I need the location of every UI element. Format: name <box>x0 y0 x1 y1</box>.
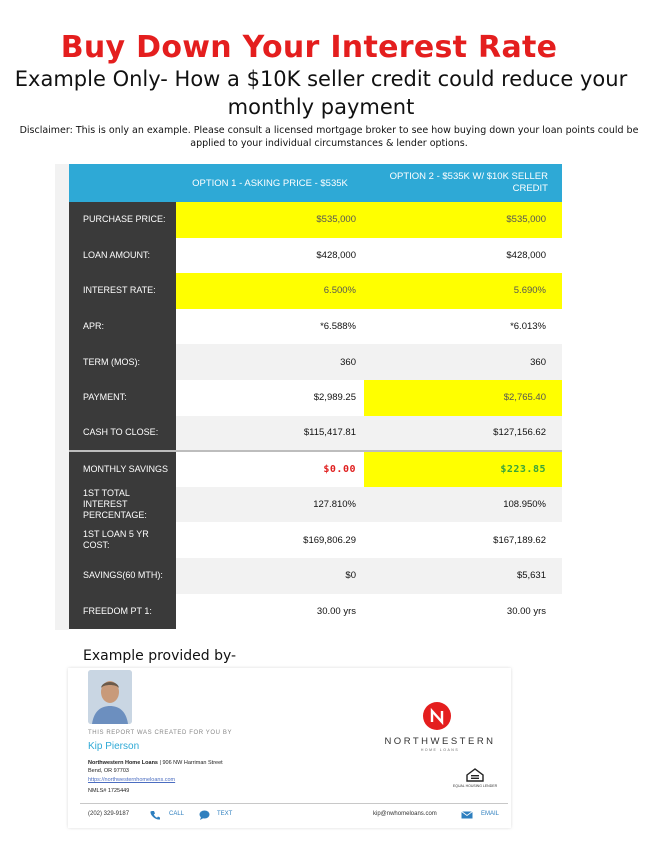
option2-value: $127,156.62 <box>364 416 562 452</box>
table-row-monthly-savings <box>69 451 562 487</box>
table-row-freedom <box>69 594 562 630</box>
email-address: kip@nwhomeloans.com <box>373 811 437 817</box>
table-row-5yr-cost <box>69 522 562 558</box>
row-label: 1ST LOAN 5 YR COST: <box>69 522 176 558</box>
option2-value: $2,765.40 <box>364 380 562 416</box>
company-address: | 906 NW Harriman Street <box>159 760 223 766</box>
table-corner-cell <box>69 164 176 202</box>
company-line <box>88 760 223 766</box>
option2-value: 30.00 yrs <box>364 594 562 630</box>
savings-value-positive: $223.85 <box>500 463 546 475</box>
row-label: FREEDOM PT 1: <box>69 594 176 630</box>
page-subtitle: Example Only- How a $10K seller credit could reduce your monthly payment <box>14 67 628 119</box>
disclaimer-text: Disclaimer: This is only an example. Please consult a licensed mortgage broker to see how buying down your loan points could be applied to your individual circumstances & lender options. <box>19 125 639 149</box>
option2-value: $428,000 <box>364 238 562 274</box>
option1-value: $0 <box>176 558 364 594</box>
row-label: MONTHLY SAVINGS <box>69 451 176 487</box>
email-icon[interactable] <box>461 811 473 819</box>
brand-name: NORTHWESTERN <box>384 736 496 747</box>
agent-portrait-icon <box>88 670 132 724</box>
row-label: PURCHASE PRICE: <box>69 202 176 238</box>
row-label: APR: <box>69 309 176 345</box>
table-row-term <box>69 344 562 380</box>
table-row-apr <box>69 309 562 345</box>
provided-by-label: Example provided by- <box>83 648 237 664</box>
option2-value: $167,189.62 <box>364 522 562 558</box>
brand-logo-icon <box>423 702 451 730</box>
row-label: PAYMENT: <box>69 380 176 416</box>
option1-value: *6.588% <box>176 309 364 345</box>
page-title: Buy Down Your Interest Rate <box>60 30 558 65</box>
option1-value: 127.810% <box>176 487 364 523</box>
savings-value-zero: $0.00 <box>323 463 356 475</box>
table-row-purchase-price <box>69 202 562 238</box>
option1-value: $115,417.81 <box>176 416 364 452</box>
option1-value: 30.00 yrs <box>176 594 364 630</box>
row-label: TERM (MOS): <box>69 344 176 380</box>
agent-card <box>68 668 511 828</box>
option2-value: $535,000 <box>364 202 562 238</box>
report-created-label: THIS REPORT WAS CREATED FOR YOU BY <box>88 730 233 736</box>
agent-name: Kip Pierson <box>88 741 140 752</box>
row-label: INTEREST RATE: <box>69 273 176 309</box>
option2-header: OPTION 2 - $535K W/ $10K SELLER CREDIT <box>364 164 562 202</box>
table-row-loan-amount <box>69 238 562 274</box>
row-label: CASH TO CLOSE: <box>69 416 176 452</box>
table-row-interest-rate <box>69 273 562 309</box>
option1-value: $428,000 <box>176 238 364 274</box>
equal-housing-icon <box>466 768 484 782</box>
option1-value: $2,989.25 <box>176 380 364 416</box>
table-row-savings-60 <box>69 558 562 594</box>
phone-number: (202) 329-9187 <box>88 811 130 817</box>
company-website-link[interactable]: https://northwesternhomeloans.com <box>88 777 176 783</box>
equal-housing-label: EQUAL HOUSING LENDER <box>452 784 498 788</box>
row-label: 1ST TOTAL INTEREST PERCENTAGE: <box>69 487 176 523</box>
table-header-row <box>69 164 562 202</box>
call-link[interactable]: CALL <box>169 811 185 817</box>
table-left-strip <box>55 164 69 630</box>
option2-value: 360 <box>364 344 562 380</box>
comparison-table-wrapper <box>55 164 562 630</box>
phone-icon[interactable] <box>150 810 160 820</box>
row-label: LOAN AMOUNT: <box>69 238 176 274</box>
company-city: Bend, OR 97703 <box>88 768 129 774</box>
comparison-table <box>69 164 562 629</box>
option2-value: $5,631 <box>364 558 562 594</box>
option1-header: OPTION 1 - ASKING PRICE - $535K <box>176 164 364 202</box>
option1-value <box>176 451 364 487</box>
nmls-number: NMLS# 1725449 <box>88 788 130 794</box>
option2-value: *6.013% <box>364 309 562 345</box>
option2-value <box>364 451 562 487</box>
agent-photo <box>88 670 132 724</box>
email-link[interactable]: EMAIL <box>481 811 500 817</box>
text-link[interactable]: TEXT <box>217 811 233 817</box>
option2-value: 5.690% <box>364 273 562 309</box>
card-divider <box>80 803 508 804</box>
company-name: Northwestern Home Loans <box>88 760 158 766</box>
table-row-payment <box>69 380 562 416</box>
table-row-total-interest <box>69 487 562 523</box>
option1-value: 360 <box>176 344 364 380</box>
row-label: SAVINGS(60 MTH): <box>69 558 176 594</box>
text-bubble-icon[interactable] <box>199 810 210 820</box>
table-row-cash-to-close <box>69 416 562 452</box>
option2-value: 108.950% <box>364 487 562 523</box>
option1-value: 6.500% <box>176 273 364 309</box>
option1-value: $169,806.29 <box>176 522 364 558</box>
brand-subtitle: HOME LOANS <box>420 748 460 752</box>
option1-value: $535,000 <box>176 202 364 238</box>
